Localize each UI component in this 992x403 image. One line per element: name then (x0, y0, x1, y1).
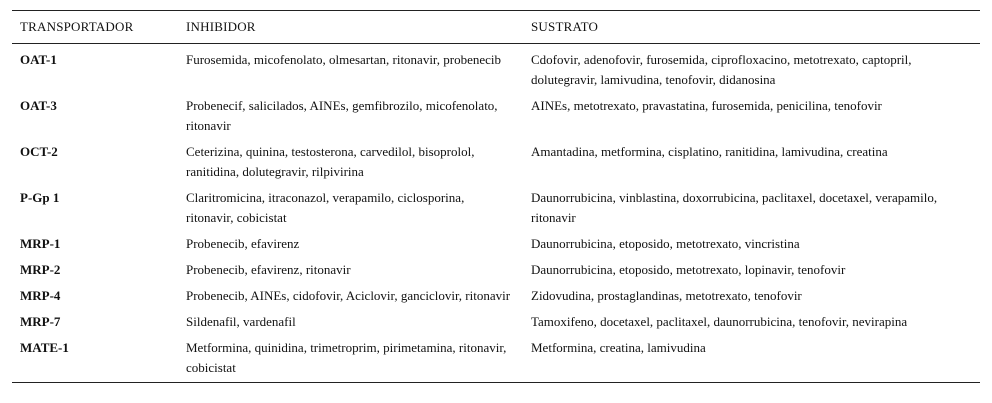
table-row (12, 44, 980, 93)
inhibitor-cell: Probenecif, salicilados, AINEs, gemfibrozilo, micofenolato, ritonavir (186, 98, 498, 133)
transporter-cell: MRP-2 (20, 262, 61, 277)
inhibitor-cell: Probenecib, efavirenz, ritonavir (186, 262, 351, 277)
table-row (12, 92, 980, 138)
substrate-cell: AINEs, metotrexato, pravastatina, furosemida, penicilina, tenofovir (531, 98, 882, 113)
transporter-cell: MRP-1 (20, 236, 61, 251)
header-sustrato: SUSTRATO (523, 11, 980, 44)
substrate-cell: Daunorrubicina, vinblastina, doxorrubicina, paclitaxel, docetaxel, verapamilo, ritonavir (531, 190, 938, 225)
header-row (12, 11, 980, 44)
transporter-cell: MRP-4 (20, 288, 61, 303)
table-row (12, 308, 980, 334)
transporter-cell: P-Gp 1 (20, 190, 60, 205)
substrate-cell: Cdofovir, adenofovir, furosemida, ciprofloxacino, metotrexato, captopril, dolutegravir, lamivudina, tenofovir, didanosina (531, 52, 912, 87)
table-row (12, 282, 980, 308)
inhibitor-cell: Probenecib, efavirenz (186, 236, 300, 251)
substrate-cell: Daunorrubicina, etoposido, metotrexato, vincristina (531, 236, 800, 251)
table-body (12, 44, 980, 383)
table-row (12, 138, 980, 184)
transporter-cell: OAT-3 (20, 98, 57, 113)
substrate-cell: Daunorrubicina, etoposido, metotrexato, lopinavir, tenofovir (531, 262, 846, 277)
table-row (12, 230, 980, 256)
inhibitor-cell: Sildenafil, vardenafil (186, 314, 296, 329)
table-row (12, 256, 980, 282)
table-row (12, 184, 980, 230)
table-header (12, 11, 980, 44)
transporter-cell: OAT-1 (20, 52, 57, 67)
substrate-cell: Metformina, creatina, lamivudina (523, 334, 980, 383)
transporter-cell: MATE-1 (12, 334, 178, 383)
inhibitor-cell: Metformina, quinidina, trimetroprim, pirimetamina, ritonavir, cobicistat (178, 334, 523, 383)
inhibitor-cell: Probenecib, AINEs, cidofovir, Aciclovir, ganciclovir, ritonavir (186, 288, 511, 303)
substrate-cell: Tamoxifeno, docetaxel, paclitaxel, daunorrubicina, tenofovir, nevirapina (531, 314, 908, 329)
inhibitor-cell: Claritromicina, itraconazol, verapamilo, ciclosporina, ritonavir, cobicistat (186, 190, 465, 225)
substrate-cell: Zidovudina, prostaglandinas, metotrexato, tenofovir (531, 288, 802, 303)
transporter-cell: MRP-7 (20, 314, 61, 329)
header-inhibidor: INHIBIDOR (178, 11, 523, 44)
header-transportador: TRANSPORTADOR (12, 11, 178, 44)
substrate-cell: Amantadina, metformina, cisplatino, ranitidina, lamivudina, creatina (531, 144, 888, 159)
transporter-cell: OCT-2 (20, 144, 58, 159)
inhibitor-cell: Ceterizina, quinina, testosterona, carvedilol, bisoprolol, ranitidina, dolutegravir, rilpivirina (186, 144, 475, 179)
table-row (12, 334, 980, 383)
inhibitor-cell: Furosemida, micofenolato, olmesartan, ritonavir, probenecib (186, 52, 501, 67)
transporter-table (12, 10, 980, 383)
